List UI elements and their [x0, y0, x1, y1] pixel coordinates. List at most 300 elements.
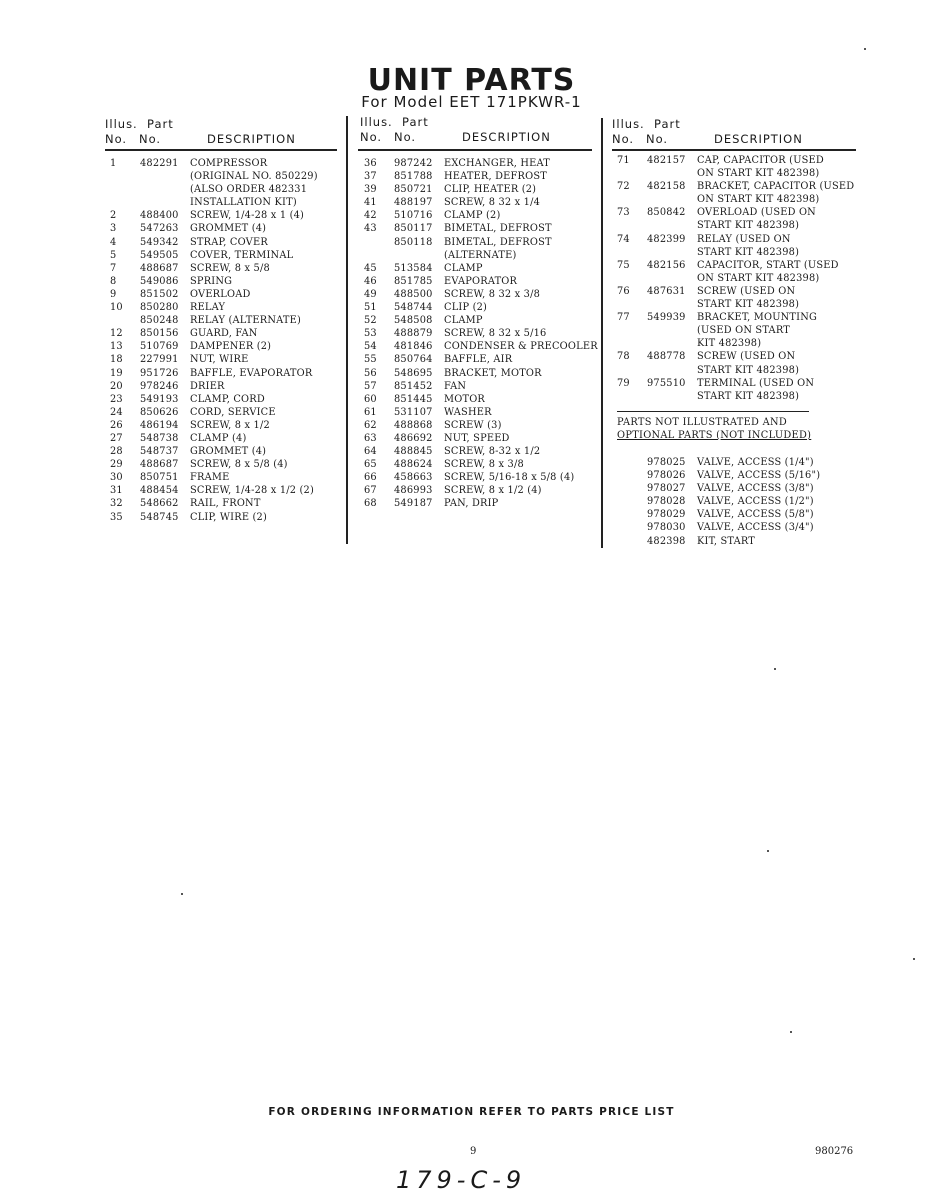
scan-speck [774, 668, 776, 670]
part-no: 486194 [140, 419, 179, 431]
part-description: VALVE, ACCESS (1/2") [697, 496, 814, 508]
header-no: No. [612, 132, 635, 146]
header-illus: Illus. [612, 117, 645, 131]
table-row [364, 367, 600, 380]
part-description: SCREW, 8 32 x 5/16 [444, 328, 547, 340]
table-row [110, 209, 342, 222]
list-item [647, 456, 847, 469]
part-description: VALVE, ACCESS (5/8") [697, 509, 814, 521]
part-no: 513584 [394, 262, 433, 274]
illus-no: 39 [364, 184, 377, 196]
part-no: 488687 [140, 262, 179, 274]
part-no: 482291 [140, 158, 179, 169]
table-row [110, 222, 342, 235]
table-row [617, 350, 877, 363]
part-description: OVERLOAD [190, 288, 251, 300]
table-row [110, 340, 342, 353]
illus-no [110, 183, 140, 196]
part-no: 978028 [647, 496, 686, 508]
part-description: SCREW (USED ON [697, 285, 796, 297]
table-row [364, 301, 600, 314]
part-no [647, 298, 697, 311]
part-no [647, 324, 697, 337]
part-description: BRACKET, MOTOR [444, 367, 542, 379]
not-illustrated-heading [617, 416, 857, 442]
header-no: No. [105, 132, 128, 146]
part-description: GUARD, FAN [190, 328, 258, 340]
illus-no: 8 [110, 275, 117, 287]
part-description: ON START KIT 482398) [697, 168, 820, 180]
illus-no: 62 [364, 419, 377, 431]
part-no [647, 167, 697, 180]
illus-no: 19 [110, 367, 123, 379]
table-row [617, 390, 877, 403]
part-description: COVER, TERMINAL [190, 249, 294, 261]
part-description: SCREW, 8 32 x 1/4 [444, 197, 541, 209]
illus-no: 42 [364, 210, 377, 222]
illus-no [617, 193, 647, 206]
illus-no: 52 [364, 315, 377, 327]
scan-speck [913, 958, 915, 960]
illus-no [110, 196, 140, 209]
illus-no: 63 [364, 432, 377, 444]
part-no: 488879 [394, 328, 433, 340]
illus-no: 10 [110, 302, 123, 314]
header-rule [105, 149, 337, 151]
part-description: START KIT 482398) [697, 246, 800, 258]
illus-no [617, 324, 647, 337]
part-description: GROMMET (4) [190, 446, 267, 458]
illus-no: 7 [110, 262, 117, 274]
table-row [110, 301, 342, 314]
part-no: 549086 [140, 275, 179, 287]
part-no [647, 337, 697, 350]
parts-column-3 [617, 154, 877, 403]
table-row [364, 353, 600, 366]
part-description: CLAMP [444, 262, 483, 274]
table-row [364, 183, 600, 196]
part-description: SCREW (USED ON [697, 351, 796, 363]
illus-no [110, 170, 140, 183]
part-description: (ALTERNATE) [444, 249, 517, 261]
scan-speck [864, 48, 866, 50]
part-no: 850764 [394, 354, 433, 366]
part-no: 987242 [394, 158, 433, 169]
illus-no: 32 [110, 498, 123, 510]
header-description: DESCRIPTION [462, 130, 551, 144]
part-description: RELAY (ALTERNATE) [190, 315, 301, 327]
part-no: 549342 [140, 236, 179, 248]
table-row [617, 180, 877, 193]
table-row [617, 311, 877, 324]
list-item [647, 482, 847, 495]
part-no: 850280 [140, 302, 179, 314]
list-item [647, 469, 847, 482]
part-no: 482157 [647, 155, 686, 166]
table-row [110, 170, 342, 183]
part-no: 975510 [647, 377, 686, 389]
part-description: VALVE, ACCESS (3/8") [697, 483, 814, 495]
table-row [110, 406, 342, 419]
column-header [105, 117, 335, 147]
illus-no: 27 [110, 432, 123, 444]
part-no: 850156 [140, 328, 179, 340]
page-subtitle: For Model EET 171PKWR-1 [361, 93, 582, 111]
part-no: 548662 [140, 498, 179, 510]
illus-no: 28 [110, 446, 123, 458]
table-row [110, 288, 342, 301]
part-description: OVERLOAD (USED ON [697, 207, 816, 219]
table-row [617, 259, 877, 272]
illus-no: 43 [364, 223, 377, 235]
illus-no: 5 [110, 249, 117, 261]
part-description: SCREW, 8 x 5/8 (4) [190, 459, 288, 471]
part-description: EVAPORATOR [444, 275, 518, 287]
part-no: 488778 [647, 351, 686, 363]
table-row [364, 275, 600, 288]
illus-no [617, 219, 647, 232]
illus-no: 37 [364, 171, 377, 183]
part-no: 549187 [394, 498, 433, 510]
part-no: 547263 [140, 223, 179, 235]
illus-no: 74 [617, 233, 630, 245]
table-row [110, 236, 342, 249]
part-description: NUT, SPEED [444, 432, 510, 444]
table-row [617, 193, 877, 206]
table-row [364, 484, 600, 497]
part-no: 978029 [647, 509, 686, 521]
illus-no: 31 [110, 485, 123, 497]
not-illustrated-line1: PARTS NOT ILLUSTRATED AND [617, 417, 788, 428]
table-row [110, 419, 342, 432]
ordering-note: FOR ORDERING INFORMATION REFER TO PARTS PRICE LIST [268, 1106, 675, 1118]
table-row [110, 157, 342, 170]
part-description: SCREW, 8 x 3/8 [444, 459, 524, 471]
table-row [110, 196, 342, 209]
part-description: SCREW, 1/4-28 x 1 (4) [190, 210, 305, 222]
part-description: RELAY (USED ON [697, 233, 791, 245]
table-row [110, 262, 342, 275]
part-description: CLAMP (4) [190, 432, 247, 444]
part-no: 510769 [140, 341, 179, 353]
illus-no [617, 337, 647, 350]
part-no: 488687 [140, 459, 179, 471]
table-row [364, 406, 600, 419]
part-description: BIMETAL, DEFROST [444, 223, 552, 235]
part-no [647, 246, 697, 259]
part-no: 488500 [394, 288, 433, 300]
part-description: CAP, CAPACITOR (USED [697, 155, 824, 166]
optional-parts-list [647, 456, 847, 548]
part-description: CLIP (2) [444, 302, 488, 314]
part-description: KIT, START [697, 535, 756, 547]
part-description: CONDENSER & PRECOOLER [444, 341, 598, 353]
part-no [647, 272, 697, 285]
illus-no: 36 [364, 158, 377, 169]
illus-no [617, 364, 647, 377]
illus-no: 35 [110, 511, 123, 523]
part-description: BRACKET, MOUNTING [697, 312, 818, 324]
table-row [364, 380, 600, 393]
illus-no [364, 236, 394, 249]
part-no: 488624 [394, 459, 433, 471]
part-no: 482398 [647, 535, 686, 547]
part-no: 486692 [394, 432, 433, 444]
part-no: 548738 [140, 432, 179, 444]
illus-no: 12 [110, 328, 123, 340]
illus-no: 18 [110, 354, 123, 366]
part-description: CLAMP [444, 315, 483, 327]
part-no: 851788 [394, 171, 433, 183]
part-description: START KIT 482398) [697, 364, 800, 376]
illus-no: 41 [364, 197, 377, 209]
header-no: No. [139, 132, 162, 146]
illus-no: 30 [110, 472, 123, 484]
part-description: DAMPENER (2) [190, 341, 272, 353]
page-title: UNIT PARTS [367, 63, 576, 98]
part-description: SCREW, 5/16-18 x 5/8 (4) [444, 472, 575, 484]
table-row [364, 196, 600, 209]
not-illustrated-line2: OPTIONAL PARTS (NOT INCLUDED) [617, 430, 812, 441]
illus-no: 66 [364, 472, 377, 484]
table-row [364, 497, 600, 510]
part-no: 458663 [394, 472, 433, 484]
table-row [110, 380, 342, 393]
table-row [364, 209, 600, 222]
part-description: VALVE, ACCESS (1/4") [697, 457, 814, 468]
illus-no: 56 [364, 367, 377, 379]
part-no: 488454 [140, 485, 179, 497]
section-rule [617, 411, 809, 412]
part-no: 510716 [394, 210, 433, 222]
illus-no: 65 [364, 459, 377, 471]
part-description: PAN, DRIP [444, 498, 499, 510]
illus-no: 49 [364, 288, 377, 300]
part-description: BIMETAL, DEFROST [444, 236, 552, 248]
illus-no: 71 [617, 155, 630, 166]
table-row [364, 340, 600, 353]
part-description: CLIP, HEATER (2) [444, 184, 537, 196]
illus-no: 3 [110, 223, 117, 235]
part-no [647, 364, 697, 377]
part-description: START KIT 482398) [697, 220, 800, 232]
header-description: DESCRIPTION [207, 132, 296, 146]
part-description: ON START KIT 482398) [697, 194, 820, 206]
list-item [647, 495, 847, 508]
table-row [364, 393, 600, 406]
illus-no: 54 [364, 341, 377, 353]
part-description: MOTOR [444, 393, 486, 405]
part-description: CAPACITOR, START (USED [697, 259, 839, 271]
illus-no: 1 [110, 158, 117, 169]
part-no: 227991 [140, 354, 179, 366]
part-no [394, 249, 444, 262]
part-description: RELAY [190, 302, 226, 314]
table-row [364, 170, 600, 183]
table-row [364, 445, 600, 458]
part-no: 850751 [140, 472, 179, 484]
illus-no [617, 390, 647, 403]
list-item [647, 535, 847, 548]
header-part: Part [654, 117, 681, 131]
illus-no: 20 [110, 380, 123, 392]
part-no [140, 183, 190, 196]
table-row [364, 471, 600, 484]
part-description: SCREW (3) [444, 419, 502, 431]
header-part: Part [147, 117, 174, 131]
part-no: 850626 [140, 406, 179, 418]
table-row [364, 236, 600, 249]
part-no: 978027 [647, 483, 686, 495]
table-row [617, 272, 877, 285]
header-illus: Illus. [360, 115, 393, 129]
table-row [110, 353, 342, 366]
part-description: SPRING [190, 275, 233, 287]
document-code: 980276 [815, 1146, 854, 1157]
part-no: 978025 [647, 457, 686, 468]
header-no: No. [646, 132, 669, 146]
part-no: 850118 [394, 236, 433, 248]
table-row [110, 183, 342, 196]
part-description: SCREW, 8-32 x 1/2 [444, 446, 541, 458]
scan-speck [181, 893, 183, 895]
column-divider [601, 118, 603, 548]
header-rule [612, 149, 856, 151]
illus-no: 26 [110, 419, 123, 431]
table-row [617, 337, 877, 350]
illus-no: 57 [364, 380, 377, 392]
table-row [364, 249, 600, 262]
part-no: 850248 [140, 315, 179, 327]
column-header [612, 117, 852, 147]
part-description: EXCHANGER, HEAT [444, 158, 550, 169]
table-row [364, 432, 600, 445]
part-no: 488845 [394, 446, 433, 458]
table-row [617, 167, 877, 180]
handwritten-annotation: 179-C-9 [396, 1166, 527, 1194]
part-no: 488400 [140, 210, 179, 222]
part-description: FAN [444, 380, 467, 392]
part-description: RAIL, FRONT [190, 498, 261, 510]
illus-no: 29 [110, 459, 123, 471]
illus-no [617, 246, 647, 259]
part-description: STRAP, COVER [190, 236, 268, 248]
table-row [364, 327, 600, 340]
part-description: SCREW, 1/4-28 x 1/2 (2) [190, 485, 314, 497]
part-no: 851445 [394, 393, 433, 405]
illus-no [364, 249, 394, 262]
part-no: 531107 [394, 406, 433, 418]
part-no: 549939 [647, 312, 686, 324]
part-no: 851502 [140, 288, 179, 300]
page-number: 9 [470, 1146, 477, 1157]
part-no: 978030 [647, 522, 686, 534]
table-row [617, 298, 877, 311]
part-no: 951726 [140, 367, 179, 379]
part-description: (ORIGINAL NO. 850229) [190, 171, 318, 183]
illus-no: 23 [110, 393, 123, 405]
parts-column-1 [110, 157, 342, 524]
part-no: 488868 [394, 419, 433, 431]
part-description: INSTALLATION KIT) [190, 197, 297, 209]
part-description: DRIER [190, 380, 225, 392]
part-no: 851785 [394, 275, 433, 287]
table-row [617, 364, 877, 377]
part-no: 548745 [140, 511, 179, 523]
part-description: CLIP, WIRE (2) [190, 511, 267, 523]
part-no: 488197 [394, 197, 433, 209]
part-description: ON START KIT 482398) [697, 272, 820, 284]
scan-speck [790, 1031, 792, 1033]
part-no: 978246 [140, 380, 179, 392]
part-description: VALVE, ACCESS (5/16") [697, 470, 821, 482]
part-description: CLAMP, CORD [190, 393, 265, 405]
part-description: COMPRESSOR [190, 158, 268, 169]
part-description: SCREW, 8 x 1/2 (4) [444, 485, 542, 497]
part-description: START KIT 482398) [697, 390, 800, 402]
part-description: SCREW, 8 32 x 3/8 [444, 288, 541, 300]
part-no [140, 170, 190, 183]
table-row [364, 419, 600, 432]
table-row [110, 314, 342, 327]
parts-column-2 [364, 157, 600, 511]
column-divider [346, 116, 348, 544]
part-no: 548695 [394, 367, 433, 379]
part-no: 850117 [394, 223, 433, 235]
column-header [360, 115, 590, 145]
part-no: 548508 [394, 315, 433, 327]
table-row [110, 511, 342, 524]
part-description: GROMMET (4) [190, 223, 267, 235]
part-no: 851452 [394, 380, 433, 392]
table-row [364, 458, 600, 471]
table-row [617, 219, 877, 232]
table-row [617, 285, 877, 298]
illus-no [110, 314, 140, 327]
illus-no: 51 [364, 302, 377, 314]
part-no [647, 193, 697, 206]
illus-no: 2 [110, 210, 117, 222]
list-item [647, 508, 847, 521]
illus-no: 77 [617, 312, 630, 324]
table-row [617, 246, 877, 259]
header-illus: Illus. [105, 117, 138, 131]
part-no: 548737 [140, 446, 179, 458]
header-no: No. [394, 130, 417, 144]
header-part: Part [402, 115, 429, 129]
part-no: 486993 [394, 485, 433, 497]
part-no: 850721 [394, 184, 433, 196]
table-row [617, 206, 877, 219]
part-description: START KIT 482398) [697, 299, 800, 311]
table-row [110, 471, 342, 484]
part-description: (ALSO ORDER 482331 [190, 184, 308, 196]
part-no: 548744 [394, 302, 433, 314]
table-row [110, 393, 342, 406]
illus-no: 53 [364, 328, 377, 340]
table-row [364, 222, 600, 235]
part-no: 850842 [647, 207, 686, 219]
illus-no [617, 167, 647, 180]
part-description: HEATER, DEFROST [444, 171, 547, 183]
list-item [647, 521, 847, 534]
illus-no: 55 [364, 354, 377, 366]
part-description: BAFFLE, EVAPORATOR [190, 367, 313, 379]
illus-no [617, 298, 647, 311]
part-description: SCREW, 8 x 1/2 [190, 419, 270, 431]
illus-no: 9 [110, 288, 117, 300]
header-no: No. [360, 130, 383, 144]
